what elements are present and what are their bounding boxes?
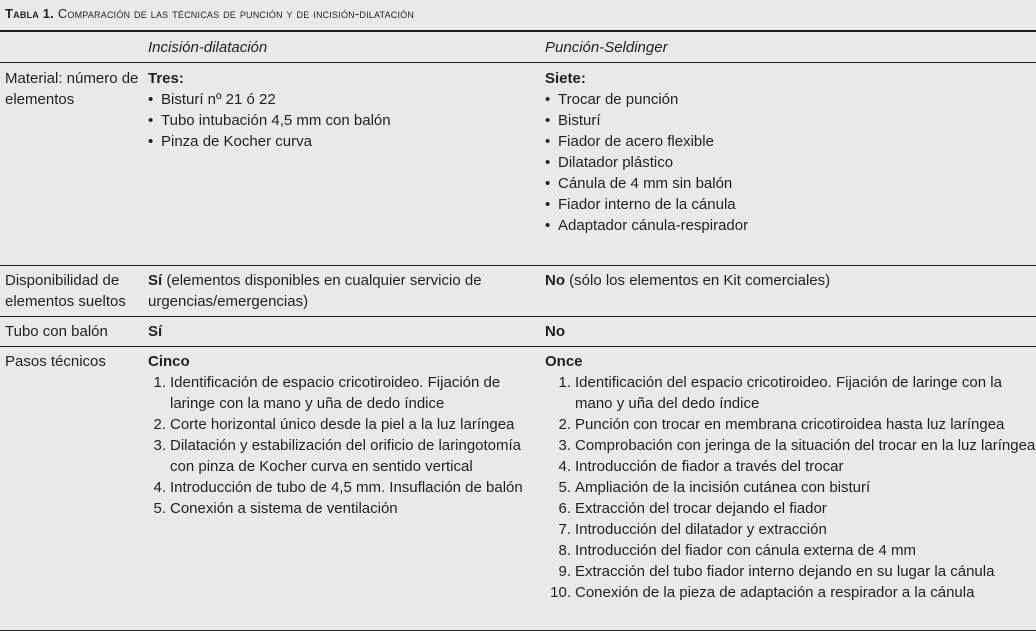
step-item — [148, 435, 545, 477]
cell-bold: Siete: — [545, 70, 586, 87]
row-label: Disponibilidad de elementos sueltos — [5, 272, 126, 310]
cell-puncion — [545, 68, 1036, 265]
table-number: Tabla 1. — [5, 6, 54, 21]
step-item — [545, 477, 1036, 498]
step-number: 2. — [558, 416, 571, 433]
step-item — [545, 456, 1036, 477]
cell-puncion — [545, 351, 1036, 630]
row-label: Pasos técnicos — [5, 353, 106, 370]
cell-bold: Cinco — [148, 353, 190, 370]
step-text: Corte horizontal único desde la piel a la luz laríngea — [170, 416, 515, 433]
table-row — [0, 347, 1036, 630]
step-text: Dilatación y estabilización del orificio de laringotomía con pinza de Kocher curva en sentido vertical — [170, 437, 522, 475]
step-text: Extracción del tubo fiador interno dejando en su lugar la cánula — [575, 563, 995, 580]
step-number: 10. — [550, 584, 571, 601]
step-list — [148, 372, 545, 519]
row-label: Material: número de elementos — [5, 70, 139, 108]
step-item — [545, 519, 1036, 540]
list-item: • Adaptador cánula-respirador — [545, 215, 1036, 236]
cell-bold: Sí — [148, 272, 163, 289]
cell-puncion — [545, 270, 1036, 316]
header-row — [0, 32, 1036, 62]
step-number: 3. — [153, 437, 166, 454]
step-item — [545, 435, 1036, 456]
cell-bold: Tres: — [148, 70, 184, 87]
cell-puncion: No — [545, 323, 565, 340]
cell-bold: Once — [545, 353, 583, 370]
table-row — [0, 317, 1036, 346]
step-text: Extracción del trocar dejando el fiador — [575, 500, 827, 517]
item-list — [148, 89, 545, 152]
table-row — [0, 63, 1036, 265]
col-header-incision: Incisión-dilatación — [148, 38, 268, 56]
step-text: Punción con trocar en membrana cricotiroidea hasta luz laríngea — [575, 416, 1005, 433]
row-label: Tubo con balón — [5, 323, 108, 340]
table-row — [0, 266, 1036, 316]
step-text: Introducción del dilatador y extracción — [575, 521, 827, 538]
list-item: • Pinza de Kocher curva — [148, 131, 545, 152]
step-item — [148, 498, 545, 519]
cell-incision — [148, 68, 545, 265]
step-item — [545, 372, 1036, 414]
step-number: 3. — [558, 437, 571, 454]
step-text: Conexión de la pieza de adaptación a respirador a la cánula — [575, 584, 975, 601]
step-number: 5. — [153, 500, 166, 517]
step-item — [148, 477, 545, 498]
col-header-puncion: Punción-Seldinger — [545, 38, 668, 56]
step-number: 2. — [153, 416, 166, 433]
step-text: Conexión a sistema de ventilación — [170, 500, 398, 517]
list-item: • Fiador de acero flexible — [545, 131, 1036, 152]
cell-bold: No — [545, 272, 565, 289]
step-number: 1. — [153, 374, 166, 391]
step-text: Introducción de fiador a través del trocar — [575, 458, 844, 475]
list-item: • Fiador interno de la cánula — [545, 194, 1036, 215]
cell-incision: Sí — [148, 323, 163, 340]
step-list — [545, 372, 1036, 603]
step-text: Introducción de tubo de 4,5 mm. Insuflación de balón — [170, 479, 523, 496]
step-item — [545, 561, 1036, 582]
list-item: • Tubo intubación 4,5 mm con balón — [148, 110, 545, 131]
step-number: 4. — [153, 479, 166, 496]
step-text: Ampliación de la incisión cutánea con bisturí — [575, 479, 871, 496]
step-number: 5. — [558, 479, 571, 496]
list-item: • Bisturí — [545, 110, 1036, 131]
step-number: 9. — [558, 563, 571, 580]
step-item — [545, 498, 1036, 519]
cell-incision — [148, 351, 545, 630]
step-number: 7. — [558, 521, 571, 538]
step-item — [545, 540, 1036, 561]
step-text: Comprobación con jeringa de la situación del trocar en la luz laríngea — [575, 437, 1036, 454]
table-caption: Comparación de las técnicas de punción y de incisión-dilatación — [57, 6, 415, 21]
step-text: Introducción del fiador con cánula externa de 4 mm — [575, 542, 917, 559]
step-number: 8. — [558, 542, 571, 559]
item-list — [545, 89, 1036, 236]
step-text: Identificación de espacio cricotiroideo. Fijación de laringe con la mano y uña de dedo índice — [170, 374, 501, 412]
cell-incision — [148, 270, 545, 316]
cell-text: (elementos disponibles en cualquier servicio de urgencias/emergencias) — [148, 272, 482, 310]
step-item — [148, 372, 545, 414]
cell-text: (sólo los elementos en Kit comerciales) — [565, 272, 831, 289]
step-text: Identificación del espacio cricotiroideo. Fijación de laringe con la mano y uña del dedo índice — [575, 374, 1002, 412]
step-item — [545, 414, 1036, 435]
step-item — [148, 414, 545, 435]
list-item: • Bisturí nº 21 ó 22 — [148, 89, 545, 110]
step-number: 1. — [558, 374, 571, 391]
step-number: 4. — [558, 458, 571, 475]
list-item: • Dilatador plástico — [545, 152, 1036, 173]
step-number: 6. — [558, 500, 571, 517]
list-item: • Trocar de punción — [545, 89, 1036, 110]
list-item: • Cánula de 4 mm sin balón — [545, 173, 1036, 194]
table-title — [0, 0, 1036, 30]
